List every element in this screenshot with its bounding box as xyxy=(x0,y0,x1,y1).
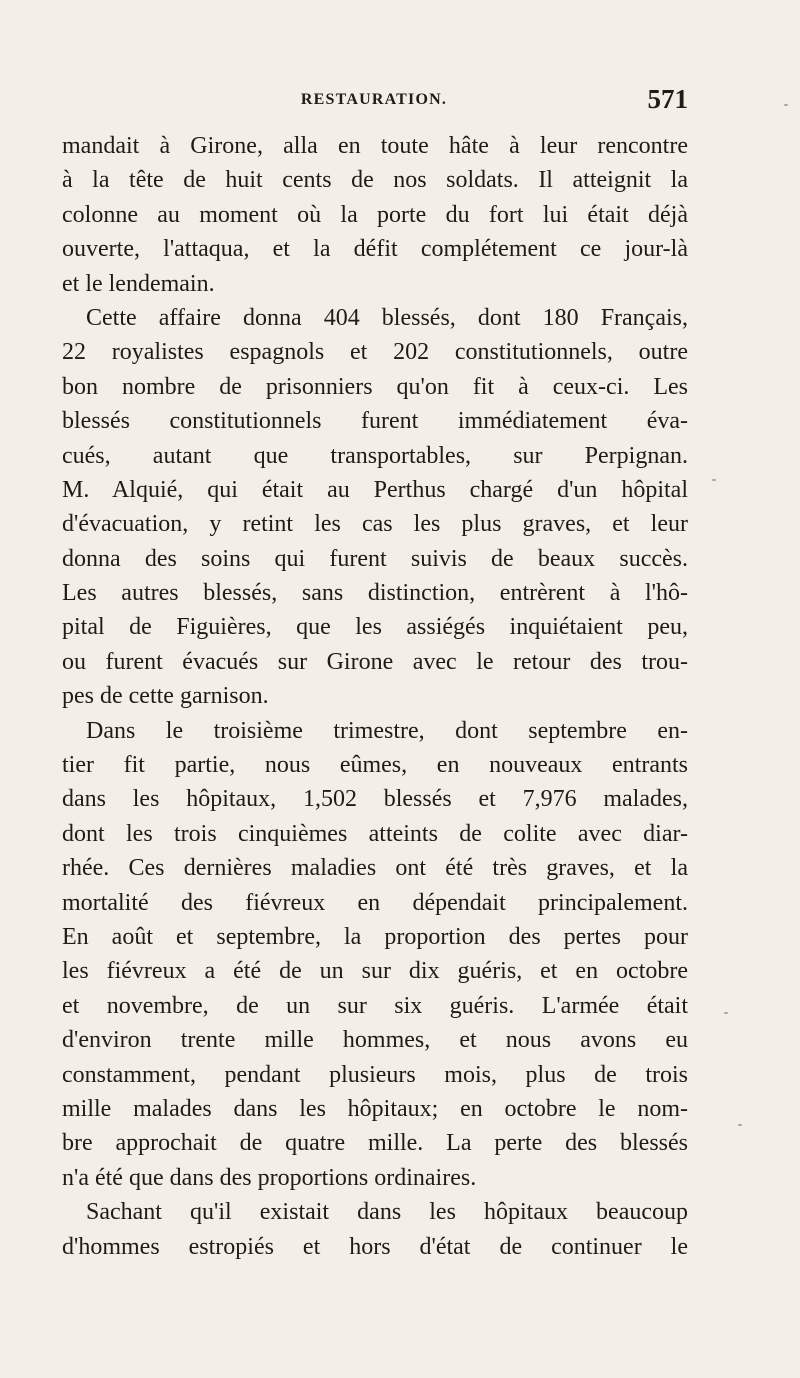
text-line: 22 royalistes espagnols et 202 constitutionnels, outre xyxy=(62,339,688,366)
text-line: cués, autant que transportables, sur Perpignan. xyxy=(62,442,688,469)
text-line: mille malades dans les hôpitaux; en octobre le nom- xyxy=(62,1095,688,1122)
text-line: à la tête de huit cents de nos soldats. Il atteignit la xyxy=(62,167,688,194)
paragraph-end-line: n'a été que dans des proportions ordinaires. xyxy=(62,1164,477,1191)
text-line: colonne au moment où la porte du fort lui était déjà xyxy=(62,201,688,228)
text-line: Les autres blessés, sans distinction, entrèrent à l'hô- xyxy=(62,580,688,607)
text-line: tier fit partie, nous eûmes, en nouveaux entrants xyxy=(62,752,688,779)
text-line: pital de Figuières, que les assiégés inquiétaient peu, xyxy=(62,614,688,641)
running-title: RESTAURATION. xyxy=(300,91,448,108)
text-line: les fiévreux a été de un sur dix guéris, et en octobre xyxy=(62,958,688,985)
text-line: blessés constitutionnels furent immédiatement éva- xyxy=(62,408,688,435)
text-line: M. Alquié, qui était au Perthus chargé d'un hôpital xyxy=(62,476,688,503)
body-text xyxy=(62,129,688,1264)
text-line: bre approchait de quatre mille. La perte des blessés xyxy=(62,1130,688,1157)
scan-speck xyxy=(738,1124,742,1126)
text-line: mortalité des fiévreux en dépendait principalement. xyxy=(62,889,688,916)
text-line: d'environ trente mille hommes, et nous avons eu xyxy=(62,1027,688,1054)
text-line: rhée. Ces dernières maladies ont été très graves, et la xyxy=(62,855,688,882)
paragraph-end-line: pes de cette garnison. xyxy=(62,683,269,710)
text-line: constamment, pendant plusieurs mois, plus de trois xyxy=(62,1061,688,1088)
text-line: bon nombre de prisonniers qu'on fit à ceux-ci. Les xyxy=(62,373,688,400)
text-line: dans les hôpitaux, 1,502 blessés et 7,976 malades, xyxy=(62,786,688,813)
text-line: En août et septembre, la proportion des pertes pour xyxy=(62,923,688,950)
text-line: d'évacuation, y retint les cas les plus graves, et leur xyxy=(62,511,688,538)
text-line: mandait à Girone, alla en toute hâte à leur rencontre xyxy=(62,133,688,159)
text-line: dont les trois cinquièmes atteints de colite avec diar- xyxy=(62,820,688,847)
text-line: ou furent évacués sur Girone avec le retour des trou- xyxy=(62,648,688,675)
text-line: et novembre, de un sur six guéris. L'armée était xyxy=(62,992,688,1019)
page-number: 571 xyxy=(647,84,688,114)
paragraph-end-line: et le lendemain. xyxy=(62,270,215,297)
paragraph-start-line: Dans le troisième trimestre, dont septembre en- xyxy=(86,717,688,744)
running-header xyxy=(60,82,688,122)
paragraph-start-line: Sachant qu'il existait dans les hôpitaux beaucoup xyxy=(86,1199,688,1226)
scan-speck xyxy=(724,1012,728,1014)
text-line: donna des soins qui furent suivis de beaux succès. xyxy=(62,545,688,572)
paragraph-start-line: Cette affaire donna 404 blessés, dont 180 Français, xyxy=(86,304,688,331)
scan-speck xyxy=(712,479,716,481)
text-line: d'hommes estropiés et hors d'état de continuer le xyxy=(62,1233,688,1260)
text-line: ouverte, l'attaqua, et la défit complétement ce jour-là xyxy=(62,236,688,263)
scan-speck xyxy=(784,104,788,106)
